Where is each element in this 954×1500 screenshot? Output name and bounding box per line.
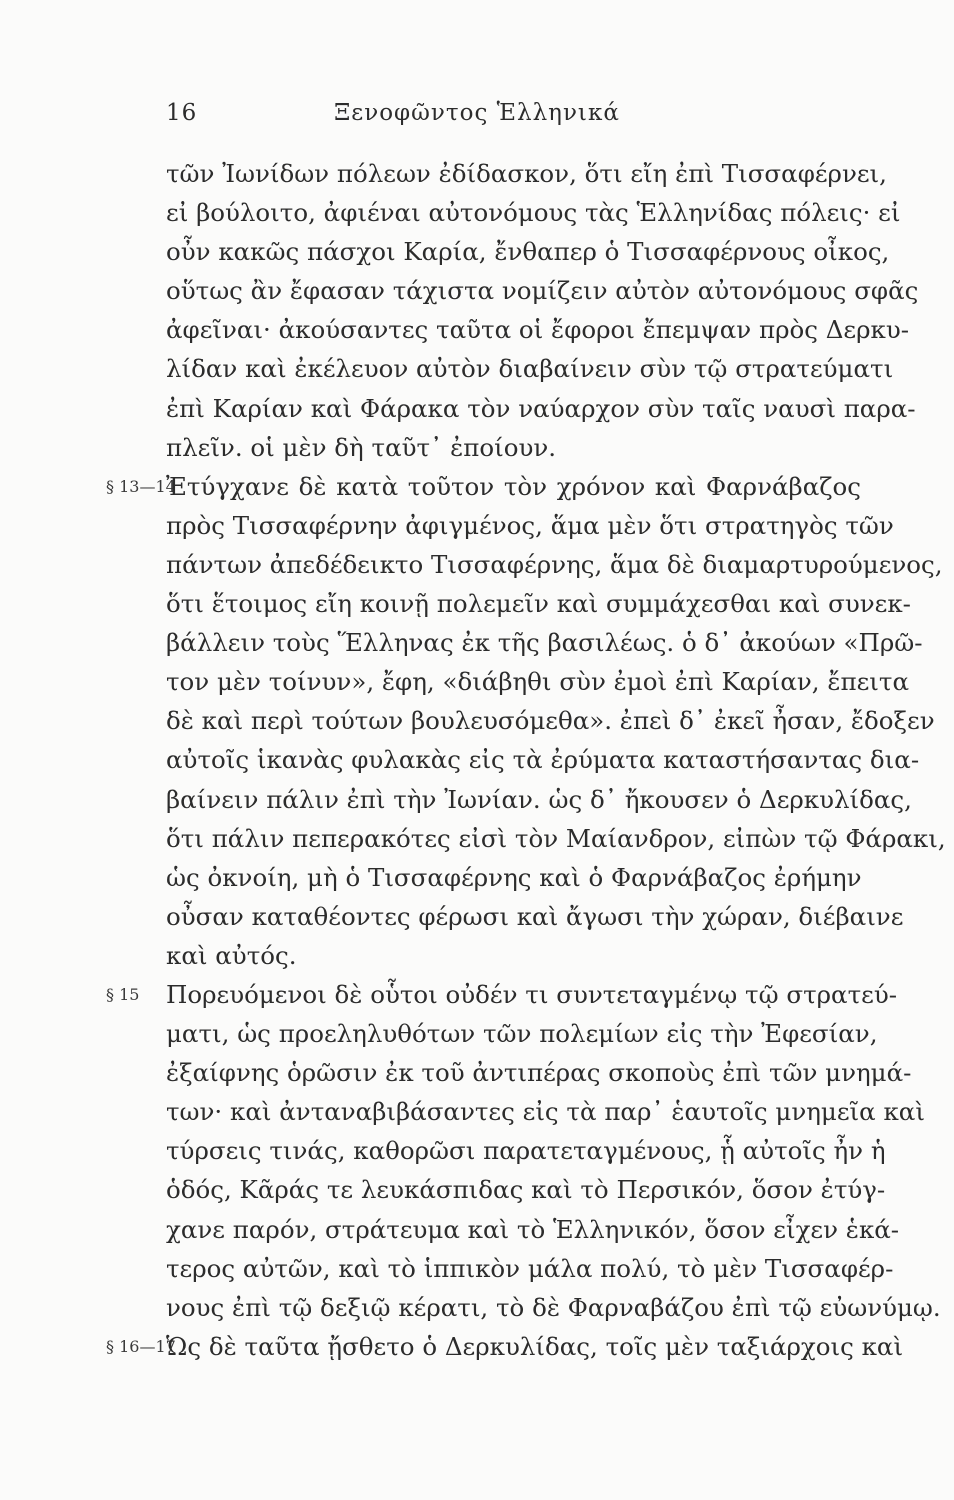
line-text: δὲ καὶ περὶ τούτων βουλευσόμεθα». ἐπεὶ δ᾽ ἐκεῖ ἦσαν, ἔδοξεν <box>166 706 935 736</box>
text-line <box>0 310 954 349</box>
line-text: ὅτι ἕτοιμος εἴη κοινῇ πολεμεῖν καὶ συμμάχεσθαι καὶ συνεκ- <box>166 589 911 619</box>
text-line <box>0 1053 954 1092</box>
line-text: τύρσεις τινάς, καθορῶσι παρατεταγμένους, ᾗ αὐτοῖς ἦν ἡ <box>166 1136 886 1166</box>
section-marker: § 16—17 <box>106 1336 176 1356</box>
line-text: νους ἐπὶ τῷ δεξιῷ κέρατι, τὸ δὲ Φαρναβάζου ἐπὶ τῷ εὐωνύμῳ. <box>166 1292 941 1322</box>
line-text: αὐτοῖς ἱκανὰς φυλακὰς εἰς τὰ ἐρύματα καταστήσαντας δια- <box>166 745 920 775</box>
text-line <box>0 780 954 819</box>
text-line <box>0 349 954 388</box>
text-line <box>0 1210 954 1249</box>
text-line <box>0 232 954 271</box>
line-text: καὶ αὐτός. <box>166 940 297 970</box>
line-text: τῶν Ἰωνίδων πόλεων ἐδίδασκον, ὅτι εἴη ἐπὶ Τισσαφέρνει, <box>166 159 887 188</box>
line-text: των· καὶ ἀνταναβιβάσαντες εἰς τὰ παρ᾽ ἑαυτοῖς μνημεῖα καὶ <box>166 1097 925 1127</box>
line-text: Πορευόμενοι δὲ οὗτοι οὐδέν τι συντεταγμένῳ τῷ στρατεύ- <box>166 979 897 1009</box>
line-text: ἐξαίφνης ὁρῶσιν ἐκ τοῦ ἀντιπέρας σκοποὺς ἐπὶ τῶν μνημά- <box>166 1058 912 1088</box>
text-line <box>0 428 954 467</box>
text-line <box>0 1249 954 1288</box>
text-line <box>0 1131 954 1170</box>
line-text: Ὡς δὲ ταῦτα ᾔσθετο ὁ Δερκυλίδας, τοῖς μὲν ταξιάρχοις καὶ <box>166 1331 904 1361</box>
page-number: 16 <box>166 100 198 126</box>
body-text <box>0 154 954 1366</box>
line-text: οὖν κακῶς πάσχοι Καρία, ἔνθαπερ ὁ Τισσαφέρνους οἶκος, <box>166 237 890 267</box>
text-line <box>0 467 954 506</box>
text-line <box>0 1327 954 1366</box>
line-text: ὡς ὀκνοίη, μὴ ὁ Τισσαφέρνης καὶ ὁ Φαρνάβαζος ἐρήμην <box>166 862 862 892</box>
line-text: πλεῖν. οἱ μὲν δὴ ταῦτ᾽ ἐποίουν. <box>166 432 557 462</box>
line-text: τον μὲν τοίνυν», ἔφη, «διάβηθι σὺν ἐμοὶ ἐπὶ Καρίαν, ἔπειτα <box>166 667 910 697</box>
line-text: ὅτι πάλιν πεπερακότες εἰσὶ τὸν Μαίανδρον, εἰπὼν τῷ Φάρακι, <box>166 823 946 853</box>
text-line <box>0 740 954 779</box>
text-line <box>0 154 954 193</box>
text-line <box>0 1170 954 1209</box>
line-text: πάντων ἀπεδέδεικτο Τισσαφέρνης, ἅμα δὲ διαμαρτυρούμενος, <box>166 549 943 579</box>
line-text: βάλλειν τοὺς Ἕλληνας ἐκ τῆς βασιλέως. ὁ δ᾽ ἀκούων «Πρῶ- <box>166 628 923 658</box>
line-text: λίδαν καὶ ἐκέλευον αὐτὸν διαβαίνειν σὺν τῷ στρατεύματι <box>166 354 894 384</box>
page-header <box>0 100 954 134</box>
text-line <box>0 858 954 897</box>
line-text: ματι, ὡς προεληλυθότων τῶν πολεμίων εἰς τὴν Ἐφεσίαν, <box>166 1019 878 1049</box>
section-marker: § 13—14 <box>106 476 176 496</box>
section-marker: § 15 <box>106 984 140 1004</box>
text-line <box>0 623 954 662</box>
line-text: εἰ βούλοιτο, ἀφιέναι αὐτονόμους τὰς Ἑλληνίδας πόλεις· εἰ <box>166 198 901 228</box>
text-line <box>0 819 954 858</box>
line-text: οὕτως ἂν ἔφασαν τάχιστα νομίζειν αὐτὸν αὐτονόμους σφᾶς <box>166 276 919 306</box>
line-text: Ἐτύγχανε δὲ κατὰ τοῦτον τὸν χρόνον καὶ Φαρνάβαζος <box>166 471 861 501</box>
text-line <box>0 584 954 623</box>
text-line <box>0 1014 954 1053</box>
line-text: οὖσαν καταθέοντες φέρωσι καὶ ἄγωσι τὴν χώραν, διέβαινε <box>166 901 904 931</box>
text-line <box>0 897 954 936</box>
text-line <box>0 936 954 975</box>
line-text: χανε παρόν, στράτευμα καὶ τὸ Ἑλληνικόν, ὅσον εἶχεν ἑκά- <box>166 1214 900 1244</box>
text-line <box>0 545 954 584</box>
text-line <box>0 975 954 1014</box>
line-text: ὁδός, Κᾶράς τε λευκάσπιδας καὶ τὸ Περσικόν, ὅσον ἐτύγ- <box>166 1175 886 1205</box>
line-text: πρὸς Τισσαφέρνην ἀφιγμένος, ἅμα μὲν ὅτι στρατηγὸς τῶν <box>166 510 894 540</box>
text-line <box>0 662 954 701</box>
text-line <box>0 389 954 428</box>
running-title: Ξενοφῶντος Ἑλληνικά <box>334 100 620 126</box>
line-text: βαίνειν πάλιν ἐπὶ τὴν Ἰωνίαν. ὡς δ᾽ ἤκουσεν ὁ Δερκυλίδας, <box>166 784 912 814</box>
text-line <box>0 701 954 740</box>
text-line <box>0 506 954 545</box>
line-text: ἀφεῖναι· ἀκούσαντες ταῦτα οἱ ἔφοροι ἔπεμψαν πρὸς Δερκυ- <box>166 315 910 345</box>
line-text: τερος αὐτῶν, καὶ τὸ ἱππικὸν μάλα πολύ, τὸ μὲν Τισσαφέρ- <box>166 1253 894 1283</box>
text-line <box>0 193 954 232</box>
text-line <box>0 271 954 310</box>
line-text: ἐπὶ Καρίαν καὶ Φάρακα τὸν ναύαρχον σὺν ταῖς ναυσὶ παρα- <box>166 393 916 423</box>
text-line <box>0 1288 954 1327</box>
text-line <box>0 1092 954 1131</box>
